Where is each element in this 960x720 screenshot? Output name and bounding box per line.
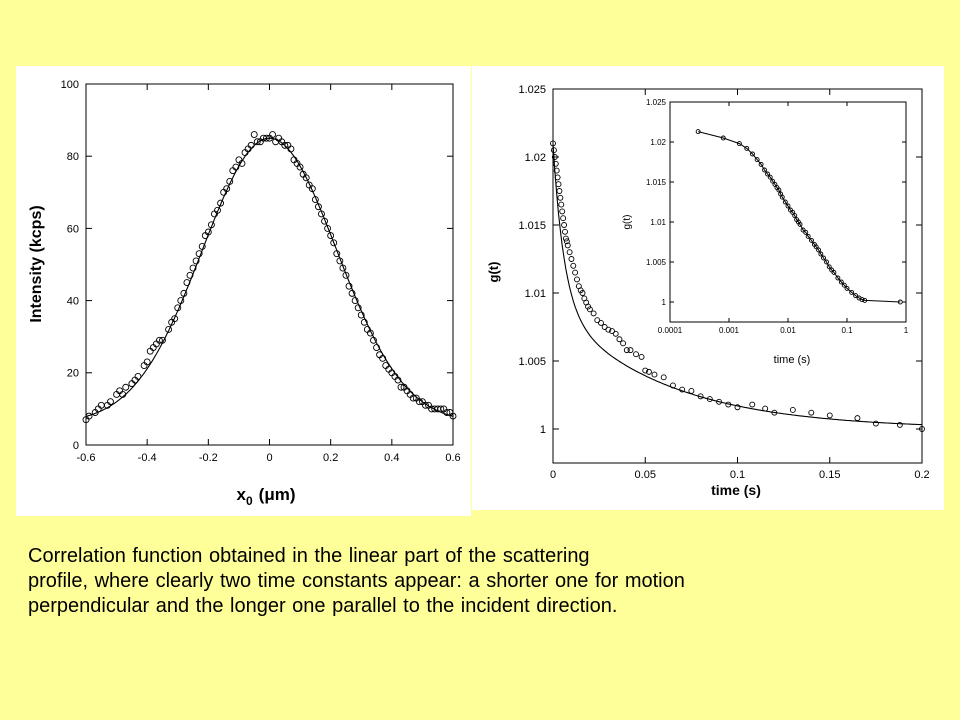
- left-x-tick-label: 0.2: [323, 452, 339, 464]
- left-y-axis-label: Intensity (kcps): [28, 205, 45, 323]
- right-data-point: [560, 209, 565, 214]
- left-y-tick-label: 100: [60, 78, 79, 91]
- right-data-point: [558, 195, 563, 200]
- right-y-tick-label: 1.005: [518, 355, 546, 368]
- right-data-point: [628, 348, 633, 353]
- right-data-point: [557, 189, 562, 194]
- left-x-label-sub: 0: [245, 494, 253, 508]
- inset-y-tick-label: 1: [661, 297, 666, 307]
- inset-x-tick-label: 0.001: [718, 326, 740, 335]
- inset-y-tick-label: 1.025: [645, 97, 666, 107]
- left-x-tick-label: -0.6: [76, 452, 96, 464]
- right-data-point: [873, 421, 878, 426]
- inset-plot-area: [646, 98, 910, 351]
- right-x-axis-label: time (s): [711, 482, 761, 498]
- right-data-point: [827, 413, 832, 418]
- right-y-tick-label: 1.015: [518, 219, 546, 232]
- figure-caption: [28, 544, 928, 619]
- left-x-tick-label: -0.2: [198, 452, 218, 464]
- right-data-point: [556, 182, 561, 187]
- right-data-point: [634, 352, 639, 357]
- left-x-tick-label: 0.4: [384, 452, 400, 464]
- left-y-tick-label: 60: [66, 223, 79, 236]
- intensity-profile-chart: [16, 66, 471, 516]
- inset-background: [645, 101, 910, 351]
- right-y-tick-label: 1.02: [524, 151, 546, 164]
- left-x-axis-label: [237, 485, 296, 508]
- left-y-tick-label: 0: [72, 439, 79, 452]
- left-x-label-main: x: [236, 485, 246, 504]
- left-x-tick-label: -0.4: [137, 452, 157, 464]
- left-data-point: [199, 243, 205, 249]
- right-data-point: [661, 375, 666, 380]
- right-data-point: [561, 216, 566, 221]
- inset-y-tick-label: 1.01: [650, 217, 666, 227]
- right-data-point: [855, 416, 860, 421]
- left-x-tick-label: 0.6: [445, 452, 461, 464]
- left-y-tick-label: 20: [66, 367, 79, 380]
- correlation-function-chart: [472, 66, 944, 510]
- inset-y-tick-label: 1.02: [650, 137, 666, 147]
- right-chart-panel: [472, 66, 944, 510]
- right-y-tick-label: 1.01: [524, 287, 546, 300]
- right-data-point: [569, 257, 574, 262]
- right-data-point: [613, 331, 618, 336]
- right-x-tick-label: 0: [549, 469, 557, 481]
- right-data-point: [652, 372, 657, 377]
- inset-x-tick-label: 0.0001: [657, 326, 683, 335]
- inset-y-axis-label: g(t): [622, 214, 633, 230]
- left-plot-area: [61, 79, 461, 464]
- left-x-label-unit: (μm): [258, 485, 296, 504]
- left-y-tick-label: 40: [66, 295, 79, 308]
- right-y-axis-label: g(t): [486, 261, 501, 283]
- inset-x-tick-label: 0.1: [841, 326, 853, 335]
- caption-line-3: perpendicular and the longer one parallel to the incident direction.: [28, 595, 618, 617]
- caption-line-2: profile, where clearly two time constants appear: a shorter one for motion: [28, 570, 685, 592]
- right-data-point: [689, 388, 694, 393]
- left-fit-line: [86, 138, 453, 416]
- right-data-point: [562, 223, 567, 228]
- left-x-tick-label: 0: [266, 452, 273, 464]
- right-data-point: [790, 407, 795, 412]
- left-data-point: [123, 384, 129, 390]
- inset-x-tick-label: 1: [903, 326, 909, 335]
- right-data-point: [809, 410, 814, 415]
- right-y-tick-label: 1.025: [518, 83, 546, 96]
- inset-y-tick-label: 1.015: [645, 177, 666, 187]
- right-data-point: [750, 402, 755, 407]
- right-data-point: [574, 277, 579, 282]
- right-data-point: [598, 320, 603, 325]
- right-data-point: [591, 311, 596, 316]
- right-x-tick-label: 0.05: [634, 469, 656, 481]
- right-x-tick-label: 0.1: [729, 469, 746, 481]
- right-y-tick-label: 1: [539, 423, 546, 436]
- inset-x-tick-label: 0.01: [780, 326, 796, 335]
- left-chart-panel: [16, 66, 471, 516]
- right-data-point: [621, 341, 626, 346]
- right-data-point: [763, 406, 768, 411]
- right-data-point: [617, 337, 622, 342]
- right-data-point: [639, 354, 644, 359]
- right-data-point: [559, 202, 564, 207]
- right-data-point: [573, 270, 578, 275]
- inset-y-tick-label: 1.005: [645, 257, 666, 267]
- right-data-point: [562, 229, 567, 234]
- right-x-tick-label: 0.2: [914, 469, 930, 481]
- caption-line-1: Correlation function obtained in the linear part of the scattering: [28, 545, 590, 567]
- left-y-tick-label: 80: [66, 151, 79, 164]
- right-data-point: [567, 250, 572, 255]
- right-data-point: [571, 263, 576, 268]
- inset-x-axis-label: time (s): [773, 354, 811, 366]
- left-data-point: [251, 132, 257, 138]
- right-x-tick-label: 0.15: [819, 469, 841, 481]
